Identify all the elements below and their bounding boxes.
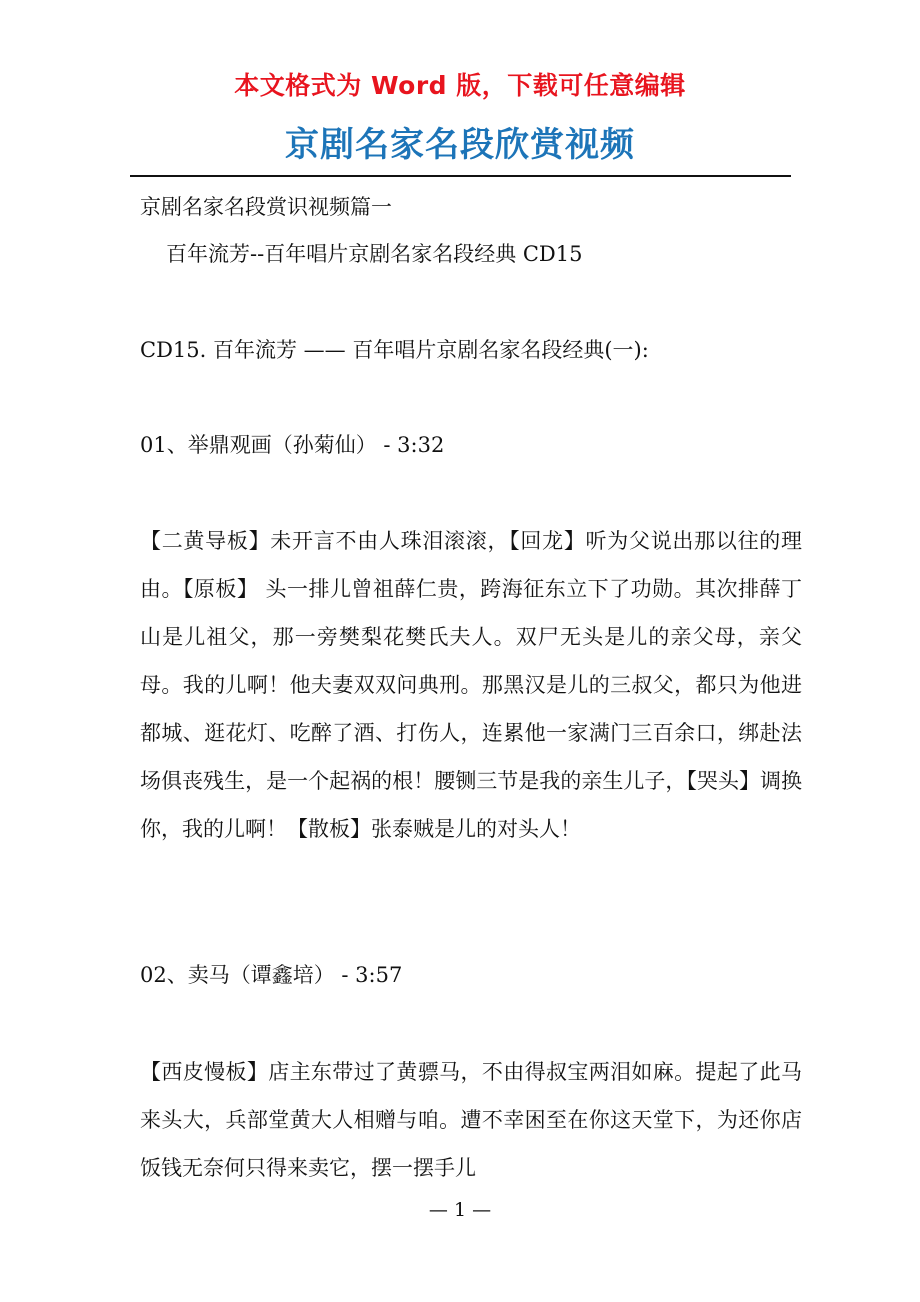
page-number: — 1 —: [428, 1199, 492, 1221]
track-2-lyrics: 【西皮慢板】店主东带过了黄骠马，不由得叔宝两泪如麻。提起了此马来头大，兵部堂黄大人相赠与咱。遭不幸困至在你这天堂下，为还你店饭钱无奈何只得来卖它，摆一摆手儿: [140, 1060, 802, 1180]
title-divider: [130, 175, 791, 177]
track-1-lyrics: 【二黄导板】未开言不由人珠泪滚滚，【回龙】听为父说出那以往的理由。【原板】 头一排儿曾祖薛仁贵，跨海征东立下了功勋。其次排薛丁山是儿祖父，那一旁樊梨花樊氏夫人。双尸无头是儿的亲父母，亲父母。我的儿啊！他夫妻双双问典刑。那黑汉是儿的三叔父，都只为他进都城、逛花灯、吃醉了酒、打伤人，连累他一家满门三百余口，绑赴法场俱丧残生，是一个起祸的根！腰铡三节是我的亲生儿子，【哭头】调换你，我的儿啊！【散板】张泰贼是儿的对头人！: [140, 529, 802, 841]
word-format-notice: 本文格式为 Word 版，下载可任意编辑: [234, 71, 686, 100]
album-line: 百年流芳--百年唱片京剧名家名段经典 CD15: [166, 242, 583, 266]
track-2-title: 02、卖马（谭鑫培） - 3:57: [140, 963, 403, 987]
track-1-title: 01、举鼎观画（孙菊仙） - 3:32: [140, 433, 445, 457]
section-heading: 京剧名家名段赏识视频篇一: [140, 195, 392, 219]
cd-line: CD15. 百年流芳 —— 百年唱片京剧名家名段经典(一):: [140, 338, 649, 362]
document-title: 京剧名家名段欣赏视频: [285, 125, 635, 165]
